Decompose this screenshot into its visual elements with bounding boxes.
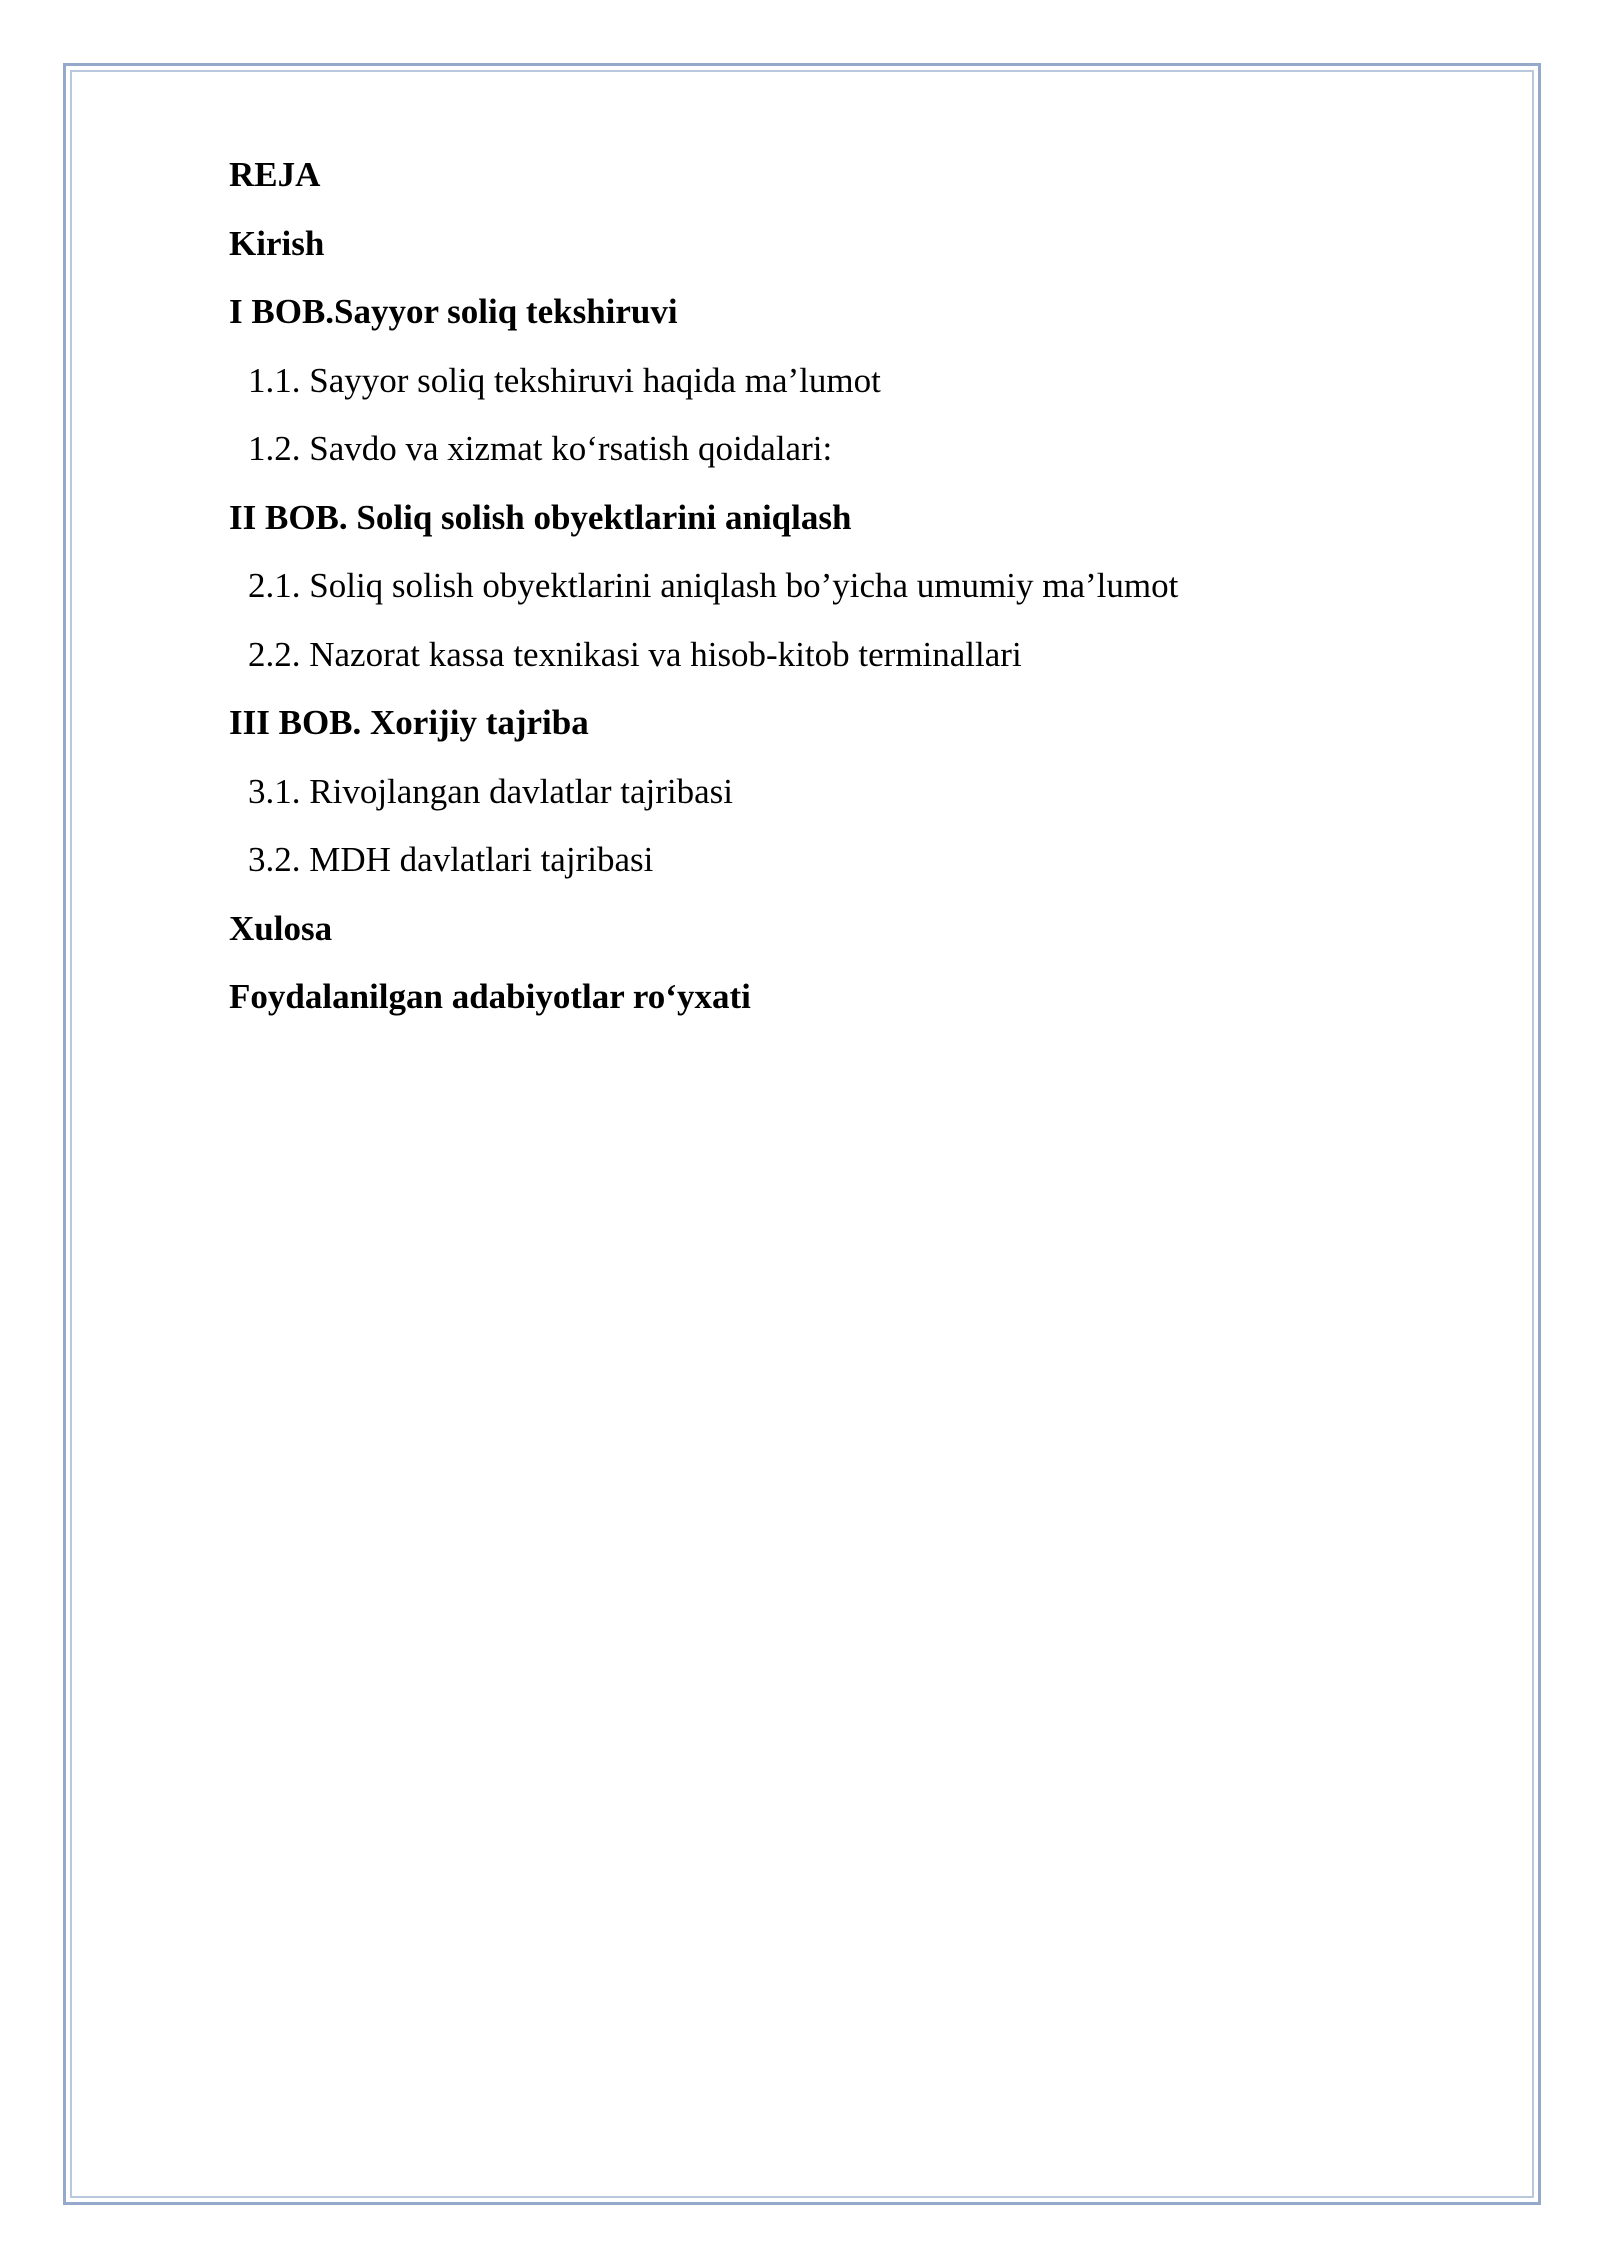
toc-section-2-2: 2.2. Nazorat kassa texnikasi va hisob-kitob terminallari — [248, 634, 1022, 674]
table-of-contents — [229, 148, 1429, 1039]
toc-item-conclusion: Xulosa — [229, 908, 333, 948]
toc-section-2-1: 2.1. Soliq solish obyektlarini aniqlash bo’yicha umumiy ma’lumot — [248, 566, 1179, 605]
toc-item-references: Foydalanilgan adabiyotlar ro‘yxati — [229, 977, 751, 1016]
toc-item-introduction: Kirish — [229, 223, 325, 263]
toc-section-1-2: 1.2. Savdo va xizmat ko‘rsatish qoidalari: — [248, 429, 833, 468]
toc-chapter-3: III BOB. Xorijiy tajriba — [229, 703, 589, 742]
toc-section-3-2: 3.2. MDH davlatlari tajribasi — [248, 840, 654, 879]
toc-section-3-1: 3.1. Rivojlangan davlatlar tajribasi — [248, 771, 734, 811]
toc-chapter-2: II BOB. Soliq solish obyektlarini aniqlash — [229, 497, 852, 537]
toc-chapter-1: I BOB.Sayyor soliq tekshiruvi — [229, 292, 678, 331]
plan-title: REJA — [229, 155, 321, 194]
toc-section-1-1: 1.1. Sayyor soliq tekshiruvi haqida ma’lumot — [248, 360, 881, 400]
